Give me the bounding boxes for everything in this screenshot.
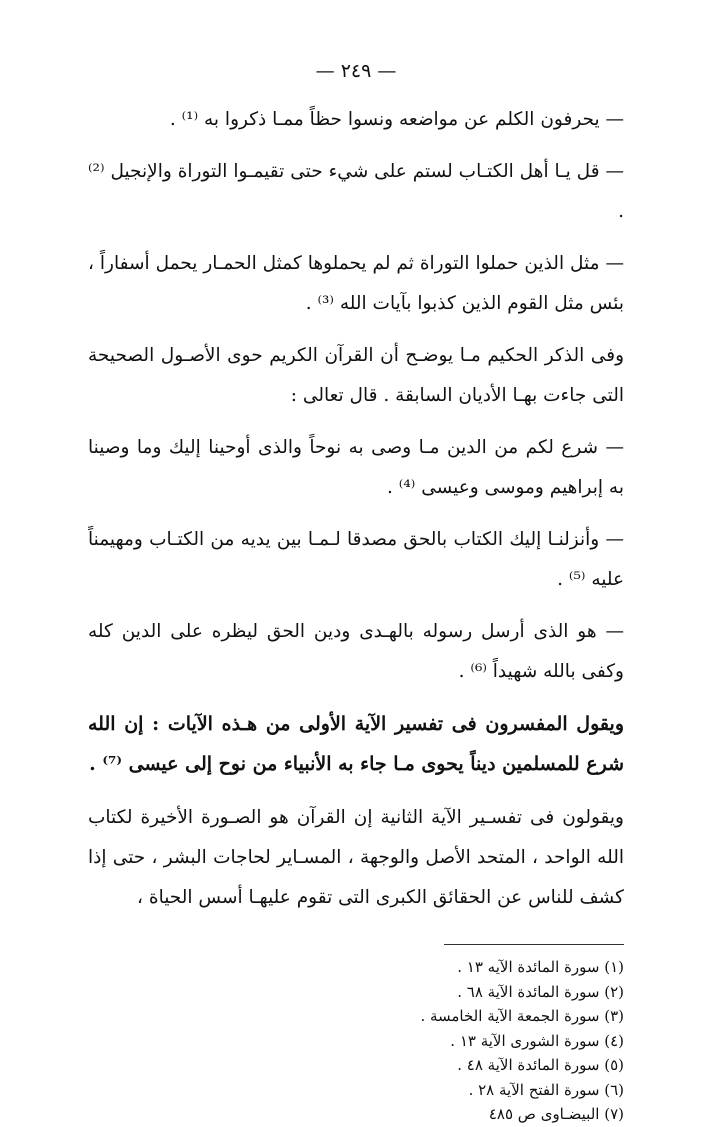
footnote-7: (٧) البيضـاوى ص ٤٨٥ [488,1105,624,1123]
verse-paragraph-2: — قل يـا أهل الكتـاب لستم على شيء حتى تقيمـوا التوراة والإنجيل ⁽²⁾ . [88,161,624,222]
footnote-separator [444,944,624,945]
page-number: — ٢٤٩ — [315,60,397,82]
footnote-4: (٤) سورة الشورى الآية ١٣ . [450,1031,624,1050]
verse-paragraph-5: — وأنزلنـا إليك الكتاب بالحق مصدقا لـمـا بين يديه من الكتـاب ومهيمناً عليه ⁽⁵⁾ . [88,529,624,590]
footnote-6: (٦) سورة الفتح الآية ٢٨ . [468,1080,624,1099]
verse-paragraph-3: — مثل الذين حملوا التوراة ثم لم يحملوها كمثل الحمـار يحمل أسفاراً ، بئس مثل القوم الذين كذبوا بآيات الله ⁽³⁾ . [88,253,624,314]
verse-paragraph-1: — يحرفون الكلم عن مواضعه ونسوا حظاً ممـا ذكروا به ⁽¹⁾ . [169,109,624,130]
footnote-2: (٢) سورة المائدة الآية ٦٨ . [457,982,624,1001]
verse-paragraph-4: — شرع لكم من الدين مـا وصى به نوحاً والذى أوحينا إليك وما وصينا به إبراهيم وموسى وعيسى ⁽⁴⁾ . [88,437,624,498]
footnote-5: (٥) سورة المائدة الآية ٤٨ . [457,1056,624,1074]
footnote-1: (١) سورة المائدة الآيه ١٣ . [457,958,624,976]
commentary-paragraph-1: ويقول المفسرون فى تفسير الآية الأولى من هـذه الآيات : إن الله شرع للمسلمين ديناً يحوى مـا جاء به الأنبياء من نوح إلى عيسى ⁽⁷⁾ . [88,713,624,775]
commentary-paragraph-2: ويقولون فى تفسـير الآية الثانية إن القرآن هو الصـورة الأخيرة لكتاب الله الواحد ، المتحد الأصل والوجهة ، المسـاير لحاجات البشر ، حتى إذا كشف للناس عن الحقائق الكبرى التى تقوم عليهـا أسس الحياة ، [88,807,624,908]
footnote-3: (٣) سورة الجمعة الآية الخامسة . [420,1007,624,1025]
verse-paragraph-6: — هو الذى أرسل رسوله بالهـدى ودين الحق ليظره على الدين كله وكفى بالله شهيداً ⁽⁶⁾ . [88,621,624,682]
intro-paragraph: وفى الذكر الحكيم مـا يوضـح أن القرآن الكريم حوى الأصـول الصحيحة التى جاءت بهـا الأديان السابقة . قال تعالى : [88,345,624,406]
footnotes [304,955,624,1127]
